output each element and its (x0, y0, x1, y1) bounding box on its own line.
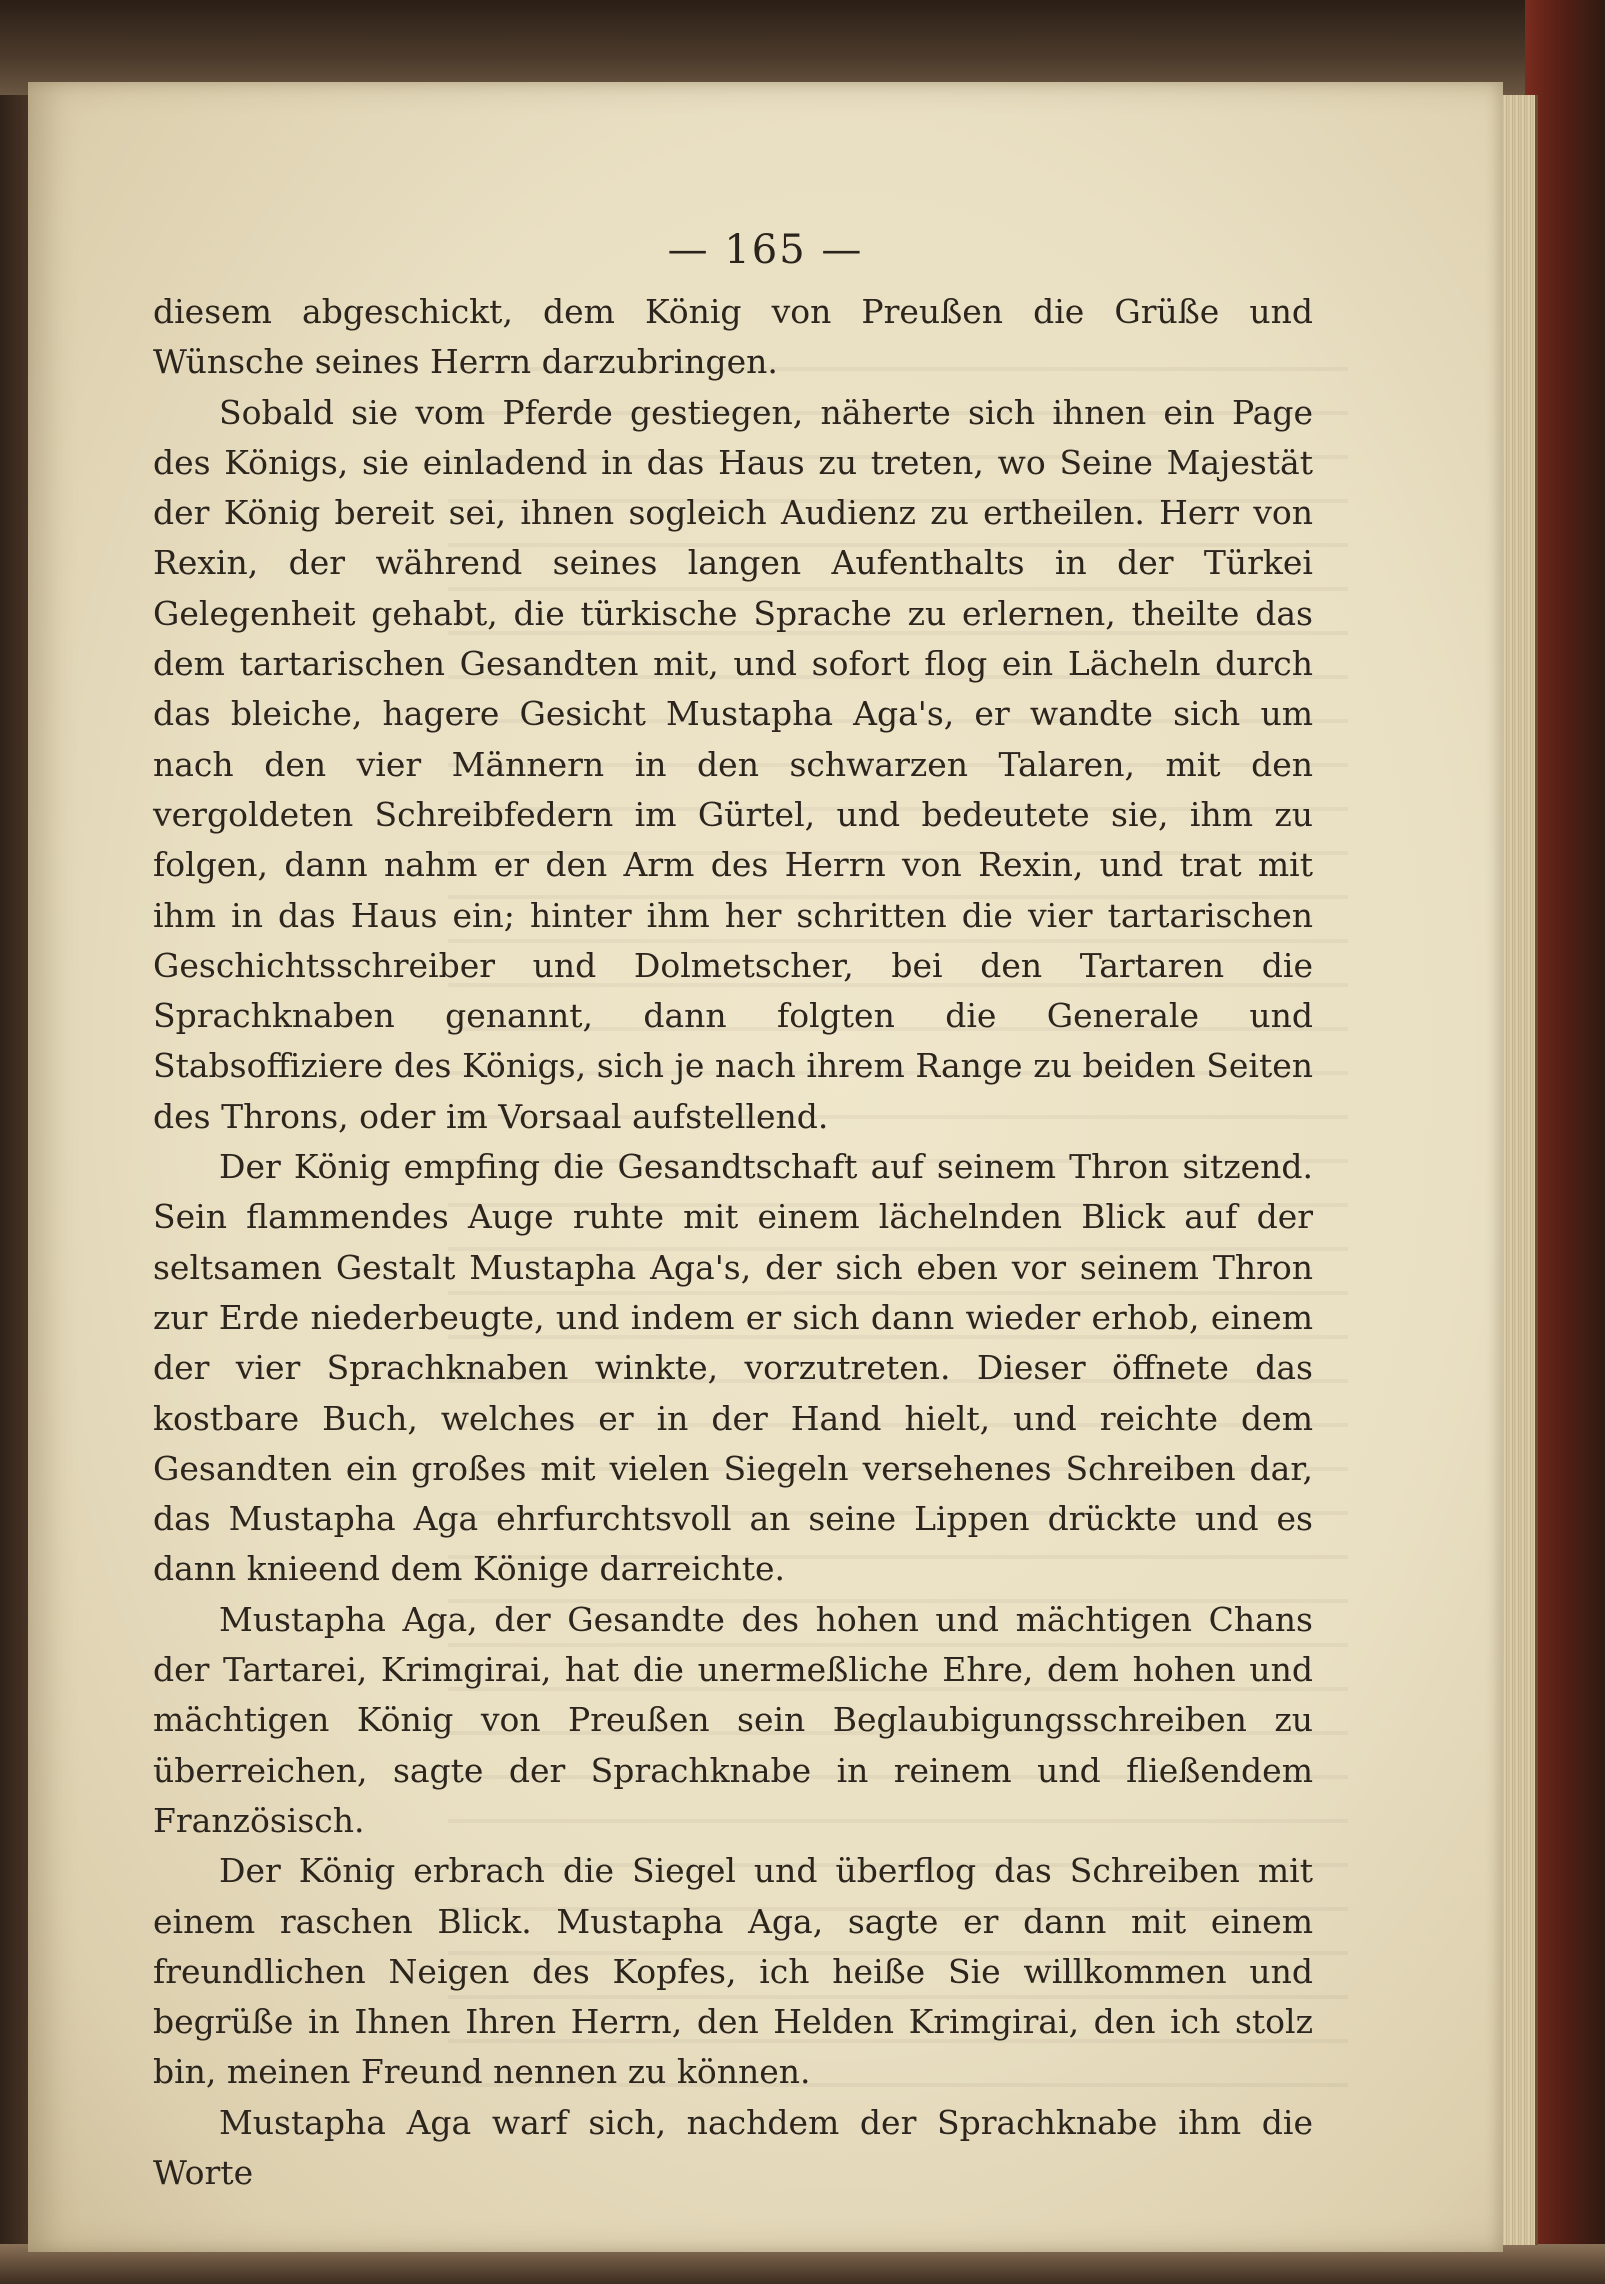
page-number: — 165 — (667, 227, 864, 273)
paragraph: Sobald sie vom Pferde gestiegen, näherte sich ihnen ein Page des Königs, sie einladend in das Haus zu treten, wo Seine Majestät der König bereit sei, ihnen sogleich Audienz zu ertheilen. Herr von Rexin, der während seines langen Aufenthalts in der Türkei Gelegenheit gehabt, die türkische Sprache zu erlernen, theilte das dem tartarischen Gesandten mit, und sofort flog ein Lächeln durch das bleiche, hagere Gesicht Mustapha Aga's, er wandte sich um nach den vier Männern in den schwarzen Talaren, mit den vergoldeten Schreibfedern im Gürtel, und bedeutete sie, ihm zu folgen, dann nahm er den Arm des Herrn von Rexin, und trat mit ihm in das Haus ein; hinter ihm her schritten die vier tartarischen Geschichtsschreiber und Dolmetscher, bei den Tartaren die Sprachknaben genannt, dann folgten die Generale und Stabsoffiziere des Königs, sich je nach ihrem Range zu beiden Seiten des Throns, oder im Vorsaal aufstellend. (153, 392, 1313, 1136)
paragraph: Der König erbrach die Siegel und überflog das Schreiben mit einem raschen Blick. Mustapha Aga, sagte er dann mit einem freundlichen Neigen des Kopfes, ich heiße Sie willkommen und begrüße in Ihnen Ihren Herrn, den Helden Krimgirai, den ich stolz bin, meinen Freund nennen zu können. (153, 1851, 1313, 2092)
book-cover-top (0, 0, 1605, 95)
paragraph: Mustapha Aga, der Gesandte des hohen und mächtigen Chans der Tartarei, Krimgirai, hat die unermeßliche Ehre, dem hohen und mächtigen König von Preußen sein Beglaubigungsschreiben zu überreichen, sagte der Sprachknabe in reinem und fließendem Französisch. (153, 1599, 1313, 1840)
paragraph: diesem abgeschickt, dem König von Preußen die Grüße und Wünsche seines Herrn darzubringen. (153, 292, 1313, 382)
paragraph: Mustapha Aga warf sich, nachdem der Sprachknabe ihm die Worte (153, 2102, 1313, 2192)
book-page (28, 82, 1503, 2252)
paragraph: Der König empfing die Gesandtschaft auf seinem Thron sitzend. Sein flammendes Auge ruhte mit einem lächelnden Blick auf der seltsamen Gestalt Mustapha Aga's, der sich eben vor seinem Thron zur Erde niederbeugte, und indem er sich dann wieder erhob, einem der vier Sprachknaben winkte, vorzutreten. Dieser öffnete das kostbare Buch, welches er in der Hand hielt, und reichte dem Gesandten ein großes mit vielen Siegeln versehenes Schreiben dar, das Mustapha Aga ehrfurchtsvoll an seine Lippen drückte und es dann knieend dem Könige darreichte. (153, 1147, 1313, 1589)
page-text (153, 287, 1313, 2198)
